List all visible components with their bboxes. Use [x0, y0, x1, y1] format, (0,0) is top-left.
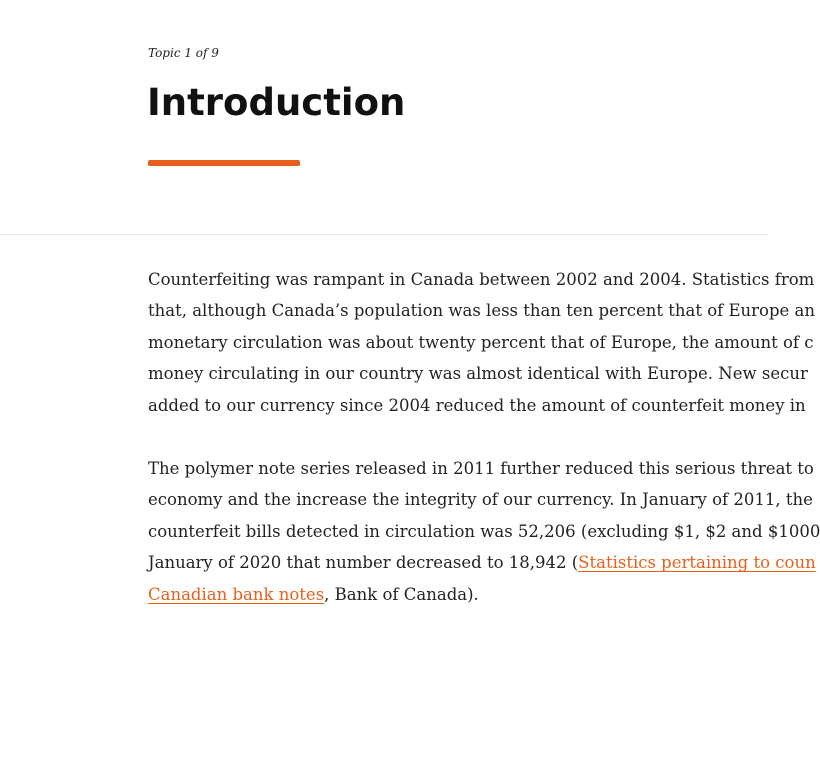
article-body — [148, 264, 820, 642]
paragraph-line — [148, 547, 816, 578]
paragraph-line: monetary circulation was about twenty percent that of Europe, the amount of c — [148, 332, 814, 352]
paragraph-line: money circulating in our country was almost identical with Europe. New secur — [148, 364, 808, 384]
paragraph-line: The polymer note series released in 2011 further reduced this serious threat to — [148, 459, 814, 479]
paragraph-line: that, although Canada’s population was less than ten percent that of Europe an — [148, 301, 816, 321]
link-source-text: , Bank of Canada). — [324, 584, 479, 604]
page-header — [0, 0, 768, 234]
paragraph-line: added to our currency since 2004 reduced the amount of counterfeit money in — [148, 395, 806, 415]
paragraph-counterfeiting-history — [148, 264, 816, 421]
title-accent-bar — [148, 160, 300, 166]
page-title: Introduction — [147, 81, 406, 124]
paragraph-line — [148, 579, 768, 610]
paragraph-line: Counterfeiting was rampant in Canada between 2002 and 2004. Statistics from — [148, 270, 815, 289]
statistics-link[interactable]: Statistics pertaining to coun — [578, 553, 816, 573]
topic-progress-label: Topic 1 of 9 — [148, 46, 219, 60]
paragraph-polymer-notes — [148, 453, 820, 610]
header-divider — [0, 234, 768, 235]
paragraph-line: economy and the increase the integrity of our currency. In January of 2011, the — [148, 490, 813, 510]
paragraph-line: counterfeit bills detected in circulation was 52,206 (excluding $1, $2 and $1000 — [148, 521, 820, 541]
statistics-link-continued[interactable]: Canadian bank notes — [148, 584, 325, 604]
paragraph-line-text: January of 2020 that number decreased to 18,942 ( — [148, 553, 579, 573]
